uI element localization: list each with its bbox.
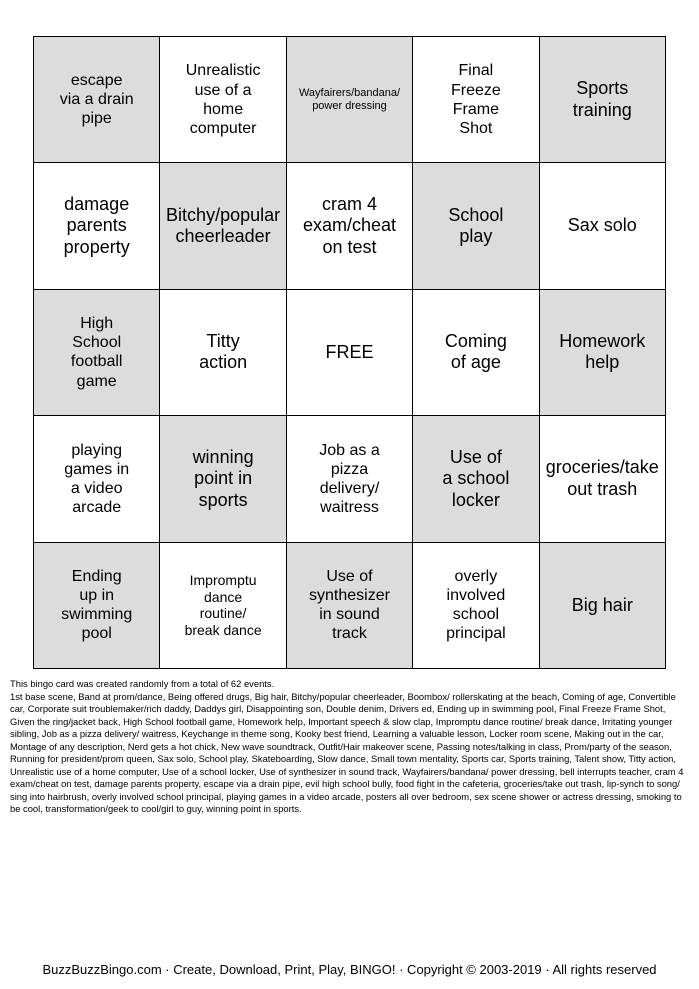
free-space-cell xyxy=(287,290,413,416)
bingo-cell xyxy=(540,543,666,669)
bingo-cell xyxy=(540,290,666,416)
bingo-cell xyxy=(160,163,286,289)
cell-text: Unrealistic use of a home computer xyxy=(185,62,261,137)
bingo-cell xyxy=(34,416,160,542)
bingo-cell xyxy=(287,37,413,163)
cell-text: Titty action xyxy=(199,330,248,373)
cell-text: High School football game xyxy=(70,315,123,390)
cell-text: Job as a pizza delivery/ waitress xyxy=(319,441,380,517)
bingo-cell xyxy=(34,290,160,416)
info-intro: This bingo card was created randomly from a total of 62 events. xyxy=(10,678,275,689)
cell-text: Sax solo xyxy=(567,215,637,236)
cell-text: Impromptu dance routine/ break dance xyxy=(184,571,262,639)
cell-text: FREE xyxy=(325,341,374,362)
cell-text: Homework help xyxy=(559,330,646,373)
bingo-cell xyxy=(160,37,286,163)
cell-text: Bitchy/popular cheerleader xyxy=(166,204,281,247)
bingo-cell xyxy=(34,37,160,163)
bingo-cell xyxy=(540,37,666,163)
bingo-cell xyxy=(287,163,413,289)
bingo-cell xyxy=(540,163,666,289)
bingo-cell xyxy=(413,290,539,416)
bingo-cell xyxy=(34,543,160,669)
bingo-grid xyxy=(33,36,666,669)
cell-text: damage parents property xyxy=(63,193,130,257)
cell-text: Sports training xyxy=(572,78,632,120)
bingo-cell xyxy=(160,416,286,542)
cell-text: groceries/take out trash xyxy=(545,457,659,499)
info-events: 1st base scene, Band at prom/dance, Being offered drugs, Big hair, Bitchy/popular cheerleader, Boombox/ rollerskating at the beach, Coming of age, Convertible car, Corporate suit troublemaker/rich daddy, Daddys girl, Disappointing son, Double denim, Drivers ed, Ending up in swimming pool, Final Freeze Frame Shot, Given the ring/jacket back, High School football game, Homework help, Important speech & slow clap, Impromptu dance routine/ break dance, Irritating younger sibling, Job as a pizza delivery/ waitress, Keychange in theme song, Kooky best friend, Learning a valuable lesson, Locker room scene, Making out in the car, Montage of any description, Nerd gets a hot chick, New wave soundtrack, Outfit/Hair makeover scene, Passing notes/talking in class, Prom/party of the season, Running for president/prom queen, Sax solo, School play, Skateboarding, Slow dance, Small town mentality, Sports car, Sports training, Talent show, Titty action, Unrealistic use of a home computer, Use of a school locker, Use of synthesizer in sound track, Wayfairers/bandana/ power dressing, bell interrupts teacher, cram 4 exam/cheat on test, damage parents property, escape via a drain pipe, evil high school bully, food fight in the cafeteria, groceries/take out trash, lip-synch to song/ sing into hairbrush, overly involved school principal, playing games in a video arcade, posters all over bedroom, sex scene shower or actress dressing, smoking to be cool, transformation/geek to cool/girl to guy, winning point in sports. xyxy=(10,690,684,814)
bingo-cell xyxy=(540,416,666,542)
cell-text: overly involved school principal xyxy=(446,567,506,643)
bingo-cell xyxy=(160,290,286,416)
cell-text: Use of a school locker xyxy=(442,446,510,510)
cell-text: winning point in sports xyxy=(192,446,254,510)
cell-text: playing games in a video arcade xyxy=(64,441,130,517)
cell-text: Use of synthesizer in sound track xyxy=(309,567,390,643)
bingo-cell xyxy=(413,416,539,542)
bingo-cell xyxy=(34,163,160,289)
cell-text: Wayfairers/bandana/ power dressing xyxy=(298,86,401,112)
cell-text: Final Freeze Frame Shot xyxy=(450,62,501,137)
bingo-cell xyxy=(287,416,413,542)
bingo-cell xyxy=(287,543,413,669)
bingo-cell xyxy=(413,37,539,163)
bingo-cell xyxy=(413,543,539,669)
cell-text: escape via a drain pipe xyxy=(59,71,134,128)
footer-copyright: BuzzBuzzBingo.com · Create, Download, Print, Play, BINGO! · Copyright © 2003-2019 · All rights reserved xyxy=(42,962,657,977)
bingo-cell xyxy=(160,543,286,669)
cell-text: Big hair xyxy=(571,594,633,615)
event-list-info xyxy=(10,678,690,816)
cell-text: Coming of age xyxy=(444,330,507,373)
cell-text: Ending up in swimming pool xyxy=(61,567,133,643)
cell-text: cram 4 exam/cheat on test xyxy=(302,193,397,257)
bingo-cell xyxy=(413,163,539,289)
cell-text: School play xyxy=(448,204,504,247)
